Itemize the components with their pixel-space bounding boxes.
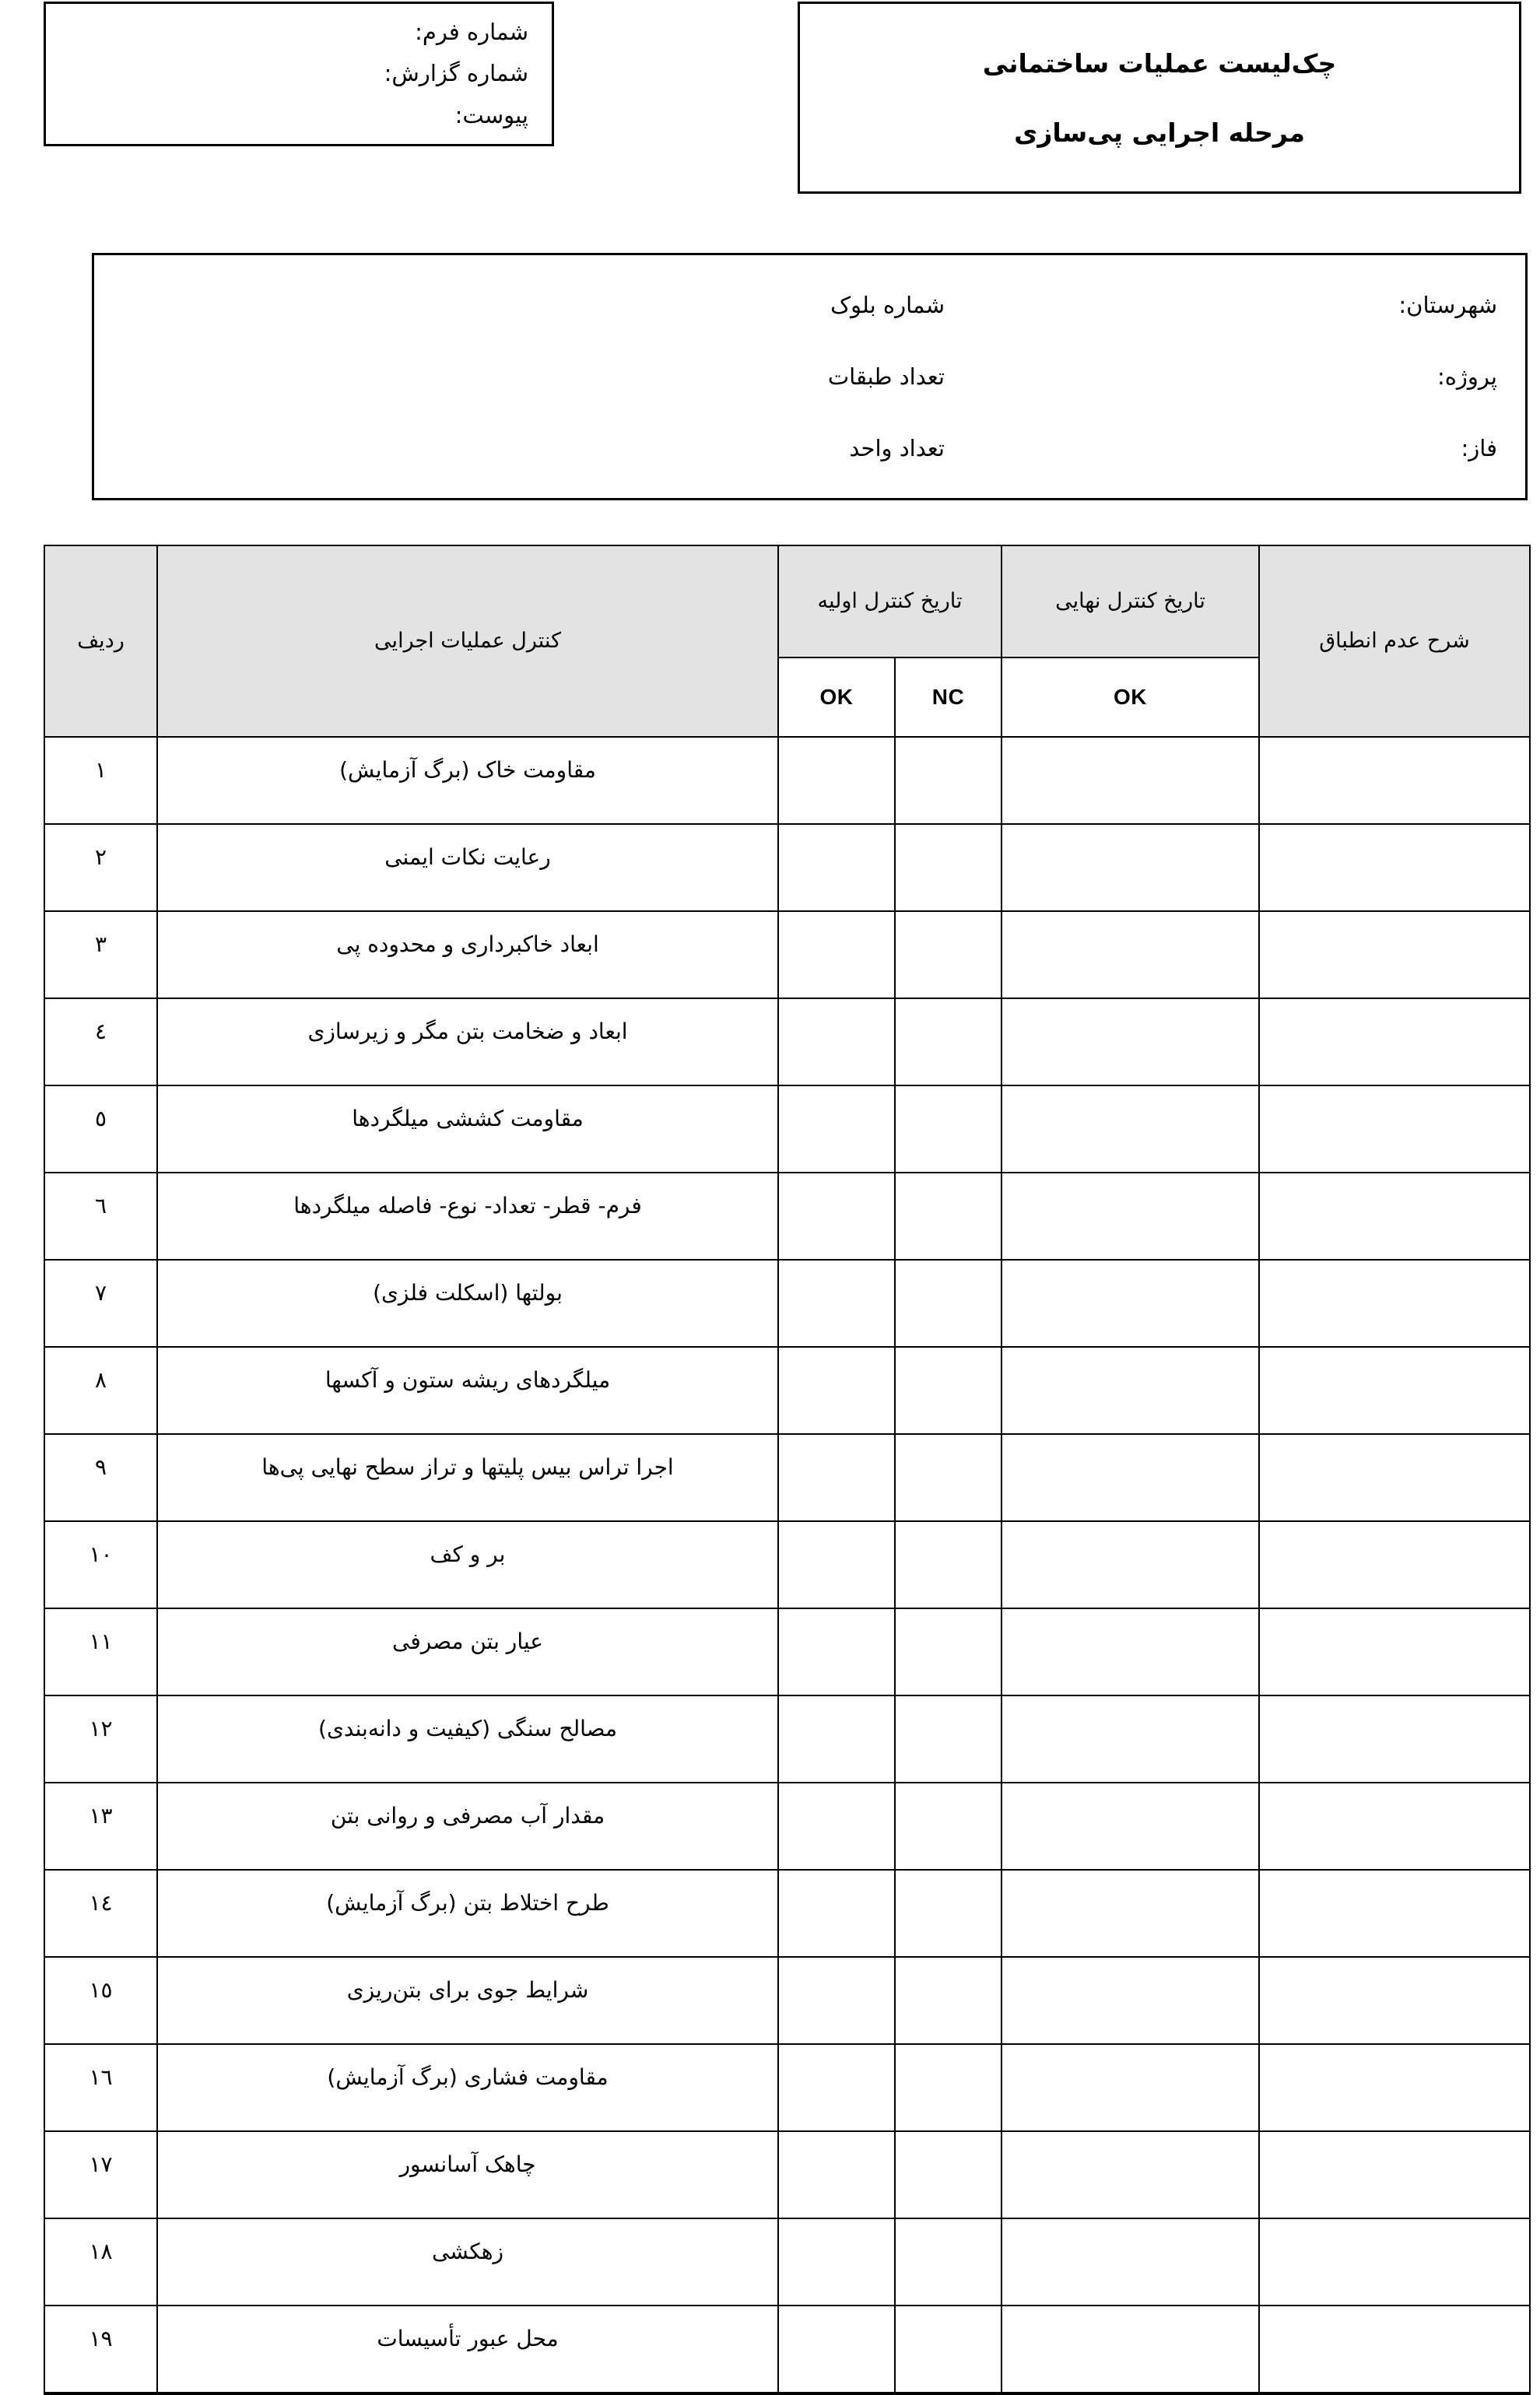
column-header-control-operations: کنترل عملیات اجرایی — [157, 545, 778, 737]
checklist-table — [44, 545, 1531, 2395]
cell-final-ok[interactable] — [1002, 1434, 1259, 1521]
control-item-label: بر و کف — [430, 1541, 506, 1567]
cell-nonconformity-description[interactable] — [1259, 824, 1530, 911]
cell-initial-ok[interactable] — [778, 1957, 895, 2044]
block-number-label: شماره بلوک — [830, 292, 945, 318]
cell-control-item — [157, 911, 778, 998]
control-item-label: رعایت نکات ایمنی — [384, 843, 551, 870]
cell-control-item — [157, 1260, 778, 1347]
report-number-label: شماره گزارش: — [384, 60, 528, 87]
table-row — [44, 1173, 1530, 1260]
subcolumn-header-final-ok: OK — [1002, 657, 1259, 737]
row-number-label: ١٤ — [89, 1889, 113, 1916]
cell-initial-nc[interactable] — [895, 1521, 1002, 1608]
cell-initial-ok[interactable] — [778, 2044, 895, 2131]
column-header-row-number: ردیف — [44, 545, 157, 737]
cell-initial-nc[interactable] — [895, 998, 1002, 1085]
cell-initial-nc[interactable] — [895, 1870, 1002, 1957]
cell-initial-ok[interactable] — [778, 1434, 895, 1521]
row-number-label: ١٥ — [89, 1976, 113, 2003]
cell-row-number — [44, 1608, 157, 1695]
cell-initial-nc[interactable] — [895, 2044, 1002, 2131]
cell-control-item — [157, 2044, 778, 2131]
cell-initial-nc[interactable] — [895, 1347, 1002, 1434]
cell-initial-nc[interactable] — [895, 2131, 1002, 2218]
table-row — [44, 1957, 1530, 2044]
cell-nonconformity-description[interactable] — [1259, 1085, 1530, 1173]
cell-initial-ok[interactable] — [778, 1260, 895, 1347]
row-number-label: ١٣ — [89, 1802, 113, 1829]
cell-control-item — [157, 1783, 778, 1870]
control-item-label: فرم- قطر- تعداد- نوع- فاصله میلگردها — [293, 1192, 642, 1219]
cell-control-item — [157, 1695, 778, 1783]
row-number-label: ١٨ — [89, 2238, 113, 2264]
page-subtitle: مرحله اجرایی پی‌سازی — [1014, 117, 1305, 148]
table-row — [44, 2306, 1530, 2393]
cell-final-ok[interactable] — [1002, 1085, 1259, 1173]
cell-nonconformity-description[interactable] — [1259, 911, 1530, 998]
row-number-label: ٩ — [94, 1453, 107, 1480]
cell-initial-ok[interactable] — [778, 998, 895, 1085]
cell-final-ok[interactable] — [1002, 1608, 1259, 1695]
cell-initial-ok[interactable] — [778, 737, 895, 824]
phase-label: فاز: — [1461, 435, 1497, 461]
cell-nonconformity-description[interactable] — [1259, 1695, 1530, 1783]
cell-nonconformity-description[interactable] — [1259, 1434, 1530, 1521]
control-item-label: بولتها (اسکلت فلزی) — [373, 1279, 563, 1306]
cell-nonconformity-description[interactable] — [1259, 1173, 1530, 1260]
row-number-label: ١١ — [89, 1628, 113, 1654]
control-item-label: عیار بتن مصرفی — [391, 1628, 544, 1654]
cell-control-item — [157, 1870, 778, 1957]
info-row-phase — [94, 435, 1525, 461]
cell-row-number — [44, 737, 157, 824]
table-row — [44, 2044, 1530, 2131]
cell-control-item — [157, 1957, 778, 2044]
control-item-label: مقاومت خاک (برگ آزمایش) — [339, 756, 596, 783]
table-row — [44, 1260, 1530, 1347]
table-row — [44, 1347, 1530, 1434]
cell-initial-nc[interactable] — [895, 824, 1002, 911]
cell-control-item — [157, 998, 778, 1085]
cell-row-number — [44, 911, 157, 998]
cell-initial-nc[interactable] — [895, 1173, 1002, 1260]
cell-final-ok[interactable] — [1002, 911, 1259, 998]
row-number-label: ١٦ — [89, 2064, 113, 2090]
document-header-band — [0, 0, 1540, 233]
cell-control-item — [157, 1173, 778, 1260]
cell-final-ok[interactable] — [1002, 2218, 1259, 2306]
table-row — [44, 911, 1530, 998]
table-row — [44, 1085, 1530, 1173]
cell-nonconformity-description[interactable] — [1259, 2306, 1530, 2393]
cell-initial-ok[interactable] — [778, 1521, 895, 1608]
cell-initial-ok[interactable] — [778, 1783, 895, 1870]
cell-initial-ok[interactable] — [778, 1695, 895, 1783]
cell-row-number — [44, 1957, 157, 2044]
cell-final-ok[interactable] — [1002, 737, 1259, 824]
control-item-label: چاهک آسانسور — [399, 2151, 536, 2177]
cell-nonconformity-description[interactable] — [1259, 1783, 1530, 1870]
cell-control-item — [157, 737, 778, 824]
control-item-label: مقاومت کششی میلگردها — [352, 1105, 584, 1131]
cell-final-ok[interactable] — [1002, 1521, 1259, 1608]
cell-nonconformity-description[interactable] — [1259, 1260, 1530, 1347]
cell-nonconformity-description[interactable] — [1259, 1870, 1530, 1957]
cell-row-number — [44, 1695, 157, 1783]
row-number-label: ٧ — [94, 1279, 107, 1306]
cell-final-ok[interactable] — [1002, 998, 1259, 1085]
cell-row-number — [44, 824, 157, 911]
cell-initial-ok[interactable] — [778, 824, 895, 911]
row-number-label: ١٠ — [89, 1541, 113, 1567]
cell-nonconformity-description[interactable] — [1259, 1347, 1530, 1434]
page-title: چک‌لیست عملیات ساختمانی — [982, 47, 1337, 79]
cell-initial-ok[interactable] — [778, 1085, 895, 1173]
control-item-label: ابعاد و ضخامت بتن مگر و زیرسازی — [307, 1018, 628, 1044]
cell-final-ok[interactable] — [1002, 1260, 1259, 1347]
table-row — [44, 1870, 1530, 1957]
cell-nonconformity-description[interactable] — [1259, 2044, 1530, 2131]
table-row — [44, 1608, 1530, 1695]
table-row — [44, 998, 1530, 1085]
row-number-label: ١٧ — [89, 2151, 113, 2177]
cell-initial-nc[interactable] — [895, 1260, 1002, 1347]
cell-nonconformity-description[interactable] — [1259, 2131, 1530, 2218]
cell-row-number — [44, 2044, 157, 2131]
table-row — [44, 2218, 1530, 2306]
cell-initial-nc[interactable] — [895, 1608, 1002, 1695]
cell-row-number — [44, 2306, 157, 2393]
table-row — [44, 1783, 1530, 1870]
cell-final-ok[interactable] — [1002, 1173, 1259, 1260]
cell-nonconformity-description[interactable] — [1259, 1521, 1530, 1608]
cell-row-number — [44, 1434, 157, 1521]
control-item-label: مصالح سنگی (کیفیت و دانه‌بندی) — [318, 1715, 617, 1741]
cell-control-item — [157, 1608, 778, 1695]
control-item-label: مقاومت فشاری (برگ آزمایش) — [327, 2064, 609, 2090]
row-number-label: ٥ — [94, 1105, 107, 1131]
cell-control-item — [157, 2131, 778, 2218]
cell-final-ok[interactable] — [1002, 824, 1259, 911]
table-body — [44, 737, 1530, 2393]
control-item-label: زهکشی — [431, 2238, 504, 2264]
cell-initial-nc[interactable] — [895, 1957, 1002, 2044]
control-item-label: اجرا تراس بیس پلیتها و تراز سطح نهایی پی‌ها — [261, 1453, 674, 1480]
cell-initial-nc[interactable] — [895, 2218, 1002, 2306]
cell-initial-nc[interactable] — [895, 1434, 1002, 1521]
cell-initial-nc[interactable] — [895, 911, 1002, 998]
control-item-label: محل عبور تأسیسات — [377, 2325, 559, 2351]
cell-initial-ok[interactable] — [778, 1347, 895, 1434]
cell-initial-ok[interactable] — [778, 1608, 895, 1695]
cell-final-ok[interactable] — [1002, 1695, 1259, 1783]
cell-nonconformity-description[interactable] — [1259, 1608, 1530, 1695]
subcolumn-header-initial-nc: NC — [895, 657, 1002, 737]
unit-count-label: تعداد واحد — [849, 435, 945, 461]
cell-control-item — [157, 1521, 778, 1608]
cell-control-item — [157, 2218, 778, 2306]
cell-row-number — [44, 998, 157, 1085]
cell-final-ok[interactable] — [1002, 1347, 1259, 1434]
cell-control-item — [157, 1347, 778, 1434]
cell-nonconformity-description[interactable] — [1259, 737, 1530, 824]
row-number-label: ٣ — [94, 931, 107, 957]
cell-row-number — [44, 1521, 157, 1608]
row-number-label: ٦ — [94, 1192, 107, 1219]
table-row — [44, 824, 1530, 911]
row-number-label: ١٩ — [89, 2325, 113, 2351]
cell-initial-nc[interactable] — [895, 1695, 1002, 1783]
project-info-box — [92, 253, 1528, 500]
control-item-label: مقدار آب مصرفی و روانی بتن — [330, 1802, 605, 1829]
table-header — [44, 545, 1530, 737]
subcolumn-header-initial-ok: OK — [778, 657, 895, 737]
form-metadata-box — [44, 2, 554, 146]
cell-final-ok[interactable] — [1002, 2044, 1259, 2131]
cell-control-item — [157, 1434, 778, 1521]
form-number-label: شماره فرم: — [415, 18, 528, 45]
cell-row-number — [44, 1085, 157, 1173]
cell-row-number — [44, 2218, 157, 2306]
table-row — [44, 1695, 1530, 1783]
table-row — [44, 1434, 1530, 1521]
control-item-label: میلگردهای ریشه ستون و آکسها — [324, 1366, 611, 1393]
row-number-label: ٨ — [94, 1366, 107, 1393]
table-row — [44, 1521, 1530, 1608]
control-item-label: ابعاد خاکبرداری و محدوده پی — [336, 931, 599, 957]
cell-row-number — [44, 1347, 157, 1434]
project-label: پروژه: — [1437, 363, 1497, 390]
floor-count-label: تعداد طبقات — [827, 363, 945, 390]
cell-initial-ok[interactable] — [778, 1173, 895, 1260]
cell-final-ok[interactable] — [1002, 1957, 1259, 2044]
column-header-initial-control-date: تاریخ کنترل اولیه — [778, 545, 1002, 657]
cell-initial-nc[interactable] — [895, 1085, 1002, 1173]
cell-initial-ok[interactable] — [778, 2131, 895, 2218]
table-row — [44, 737, 1530, 824]
column-header-nonconformity: شرح عدم انطباق — [1259, 545, 1530, 737]
attachment-label: پیوست: — [454, 101, 528, 128]
cell-final-ok[interactable] — [1002, 2306, 1259, 2393]
control-item-label: طرح اختلاط بتن (برگ آزمایش) — [326, 1889, 609, 1916]
cell-initial-nc[interactable] — [895, 2306, 1002, 2393]
cell-control-item — [157, 2306, 778, 2393]
cell-row-number — [44, 1870, 157, 1957]
row-number-label: ١٢ — [89, 1715, 113, 1741]
cell-initial-ok[interactable] — [778, 911, 895, 998]
cell-initial-ok[interactable] — [778, 1870, 895, 1957]
row-number-label: ١ — [94, 756, 107, 783]
cell-row-number — [44, 1260, 157, 1347]
row-number-label: ٤ — [94, 1018, 107, 1044]
cell-final-ok[interactable] — [1002, 1870, 1259, 1957]
column-header-final-control-date: تاریخ کنترل نهایی — [1002, 545, 1259, 657]
table-header-row-primary — [44, 545, 1530, 657]
cell-nonconformity-description[interactable] — [1259, 998, 1530, 1085]
table-row — [44, 2131, 1530, 2218]
cell-nonconformity-description[interactable] — [1259, 1957, 1530, 2044]
cell-final-ok[interactable] — [1002, 2131, 1259, 2218]
cell-initial-nc[interactable] — [895, 737, 1002, 824]
cell-nonconformity-description[interactable] — [1259, 2218, 1530, 2306]
cell-initial-ok[interactable] — [778, 2218, 895, 2306]
cell-row-number — [44, 1783, 157, 1870]
cell-initial-ok[interactable] — [778, 2306, 895, 2393]
cell-initial-nc[interactable] — [895, 1783, 1002, 1870]
cell-control-item — [157, 824, 778, 911]
document-title-box — [798, 2, 1521, 194]
info-row-city — [94, 292, 1525, 318]
cell-row-number — [44, 2131, 157, 2218]
row-number-label: ٢ — [94, 843, 107, 870]
cell-control-item — [157, 1085, 778, 1173]
cell-final-ok[interactable] — [1002, 1783, 1259, 1870]
cell-row-number — [44, 1173, 157, 1260]
control-item-label: شرایط جوی برای بتن‌ریزی — [346, 1976, 589, 2003]
city-label: شهرستان: — [1398, 292, 1497, 318]
info-row-project — [94, 363, 1525, 390]
